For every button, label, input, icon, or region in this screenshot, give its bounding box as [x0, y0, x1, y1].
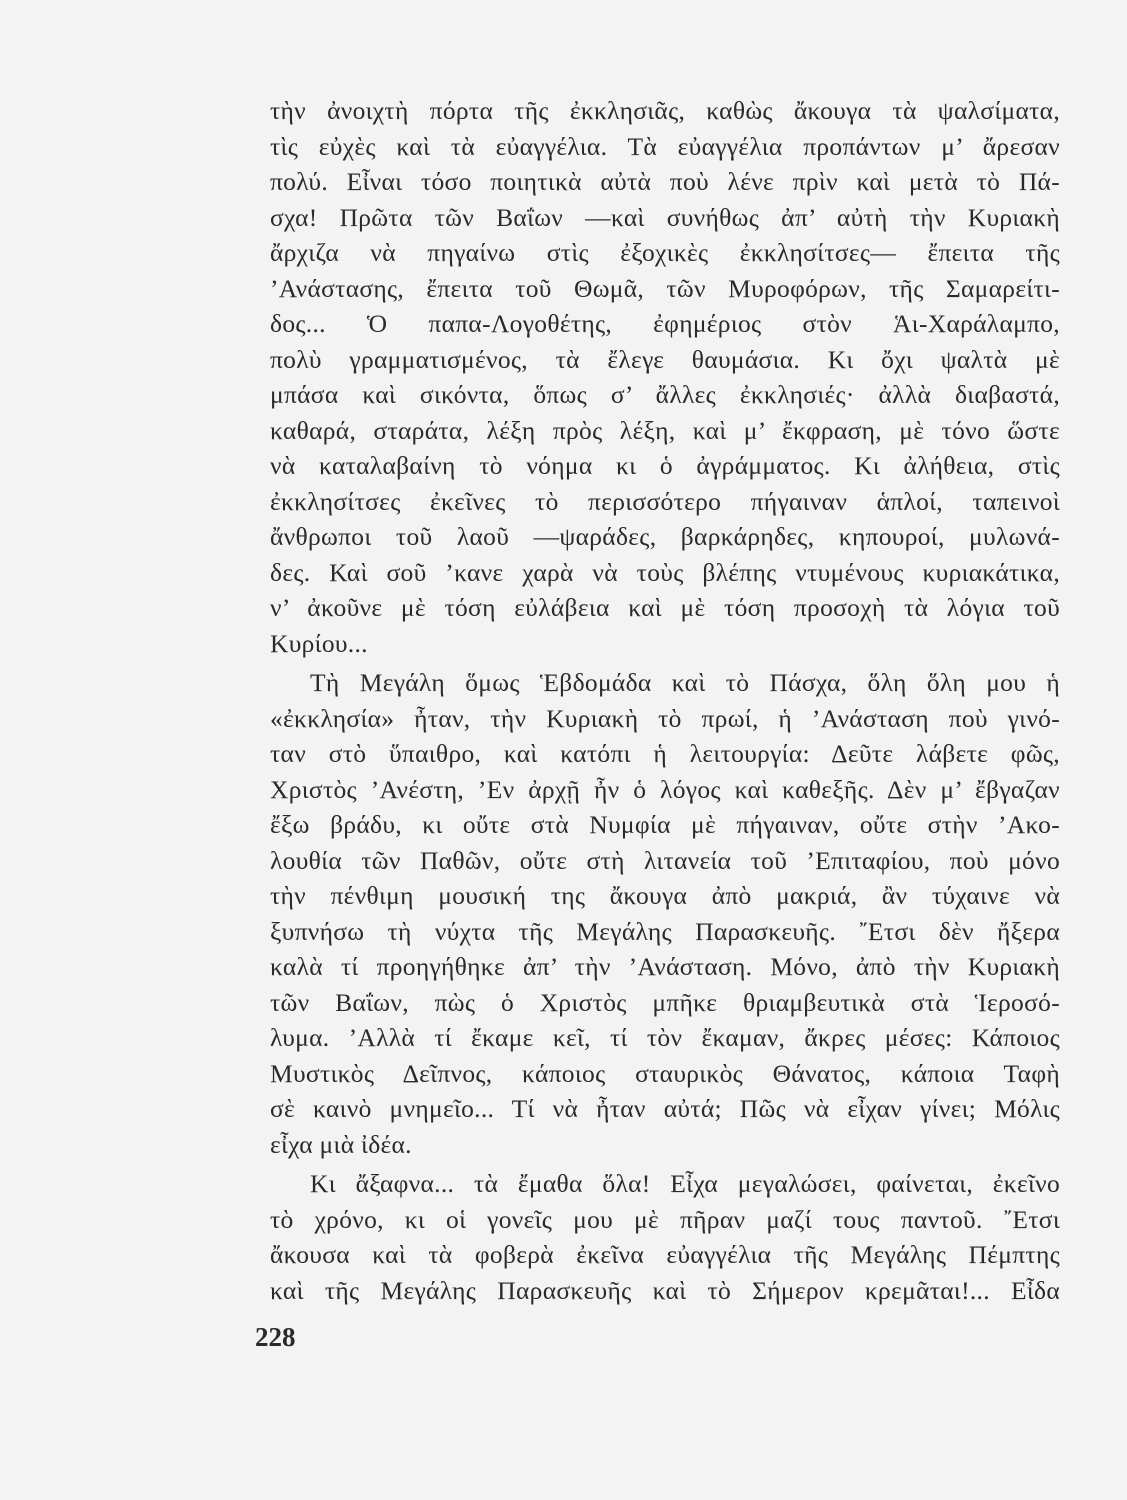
- text-line: ἄρχιζα νὰ πηγαίνω στὶς ἐξοχικὲς ἐκκλησίτσες— ἔπειτα τῆς: [270, 238, 1060, 267]
- text-line: καθαρά, σταράτα, λέξη πρὸς λέξη, καὶ μ’ ἔκφραση, μὲ τόνο ὥστε: [270, 415, 1060, 445]
- text-line: Χριστὸς ’Ανέστη, ’Εν ἀρχῇ ἦν ὁ λόγος καὶ καθεξῆς. Δὲν μ’ ἔβγαζαν: [270, 774, 1060, 804]
- text-line: ἄνθρωποι τοῦ λαοῦ —ψαράδες, βαρκάρηδες, κηπουροί, μυλωνά-: [270, 522, 1060, 551]
- text-line: εἶχα μιὰ ἰδέα.: [270, 1129, 412, 1159]
- body-text: [270, 93, 1060, 1308]
- text-line: τὸ χρόνο, κι οἱ γονεῖς μου μὲ πῆραν μαζί τους παντοῦ. ῎Ετσι: [270, 1204, 1060, 1234]
- text-line: τὶς εὐχὲς καὶ τὰ εὐαγγέλια. Τὰ εὐαγγέλια προπάντων μ’ ἄρεσαν: [270, 131, 1060, 161]
- text-line: τῶν Βαΐων, πὼς ὁ Χριστὸς μπῆκε θριαμβευτικὰ στὰ Ἱεροσό-: [270, 987, 1060, 1017]
- text-line: ἄκουσα καὶ τὰ φοβερὰ ἐκεῖνα εὐαγγέλια τῆς Μεγάλης Πέμπτης: [270, 1240, 1060, 1269]
- text-line: καὶ τῆς Μεγάλης Παρασκευῆς καὶ τὸ Σήμερον κρεμᾶται!... Εἶδα: [270, 1275, 1060, 1305]
- text-line: νὰ καταλαβαίνη τὸ νόημα κι ὁ ἀγράμματος. Κι ἀλήθεια, στὶς: [270, 451, 1060, 480]
- paragraph-3: [270, 1166, 1060, 1308]
- text-line: Κυρίου...: [270, 628, 368, 658]
- text-line: Τὴ Μεγάλη ὅμως Ἑβδομάδα καὶ τὸ Πάσχα, ὅλη ὅλη μου ἡ: [310, 668, 1060, 697]
- text-line: ἔξω βράδυ, κι οὔτε στὰ Νυμφία μὲ πήγαιναν, οὔτε στὴν ’Ακο-: [270, 810, 1060, 839]
- text-line: τὴν ἀνοιχτὴ πόρτα τῆς ἐκκλησιᾶς, καθὼς ἄκουγα τὰ ψαλσίματα,: [270, 96, 1060, 125]
- text-line: σχα! Πρῶτα τῶν Βαΐων —καὶ συνήθως ἀπ’ αὐτὴ τὴν Κυριακὴ: [270, 202, 1060, 232]
- text-line: λυμα. ’Αλλὰ τί ἔκαμε κεῖ, τί τὸν ἔκαμαν, ἄκρες μέσες: Κάποιος: [270, 1023, 1060, 1052]
- text-line: μπάσα καὶ σικόντα, ὅπως σ’ ἄλλες ἐκκλησιές· ἀλλὰ διαβαστά,: [270, 380, 1060, 409]
- text-line: δος... Ὁ παπα-Λογοθέτης, ἐφημέριος στὸν Ἁι-Χαράλαμπο,: [270, 309, 1060, 338]
- text-line: ταν στὸ ὕπαιθρο, καὶ κατόπι ἡ λειτουργία: Δεῦτε λάβετε φῶς,: [270, 739, 1060, 768]
- text-line: ’Ανάστασης, ἔπειτα τοῦ Θωμᾶ, τῶν Μυροφόρων, τῆς Σαμαρείτι-: [270, 273, 1060, 303]
- text-line: ξυπνήσω τὴ νύχτα τῆς Μεγάλης Παρασκευῆς. ῎Ετσι δὲν ἤξερα: [270, 916, 1060, 946]
- page-number: 228: [255, 1322, 296, 1352]
- text-line: Μυστικὸς Δεῖπνος, κάποιος σταυρικὸς Θάνατος, κάποια Ταφὴ: [270, 1058, 1060, 1088]
- text-line: πολὺ γραμματισμένος, τὰ ἔλεγε θαυμάσια. Κι ὄχι ψαλτὰ μὲ: [270, 344, 1060, 374]
- text-line: σὲ καινὸ μνημεῖο... Τί νὰ ἦταν αὐτά; Πῶς νὰ εἶχαν γίνει; Μόλις: [270, 1094, 1060, 1123]
- paragraph-2: [270, 665, 1060, 1162]
- text-line: «ἐκκλησία» ἦταν, τὴν Κυριακὴ τὸ πρωί, ἡ ’Ανάσταση ποὺ γινό-: [270, 703, 1060, 733]
- text-line: Κι ἄξαφνα... τὰ ἔμαθα ὅλα! Εἶχα μεγαλώσει, φαίνεται, ἐκεῖνο: [310, 1169, 1060, 1198]
- text-line: πολύ. Εἶναι τόσο ποιητικὰ αὐτὰ ποὺ λένε πρὶν καὶ μετὰ τὸ Πά-: [270, 167, 1060, 196]
- text-line: λουθία τῶν Παθῶν, οὔτε στὴ λιτανεία τοῦ ’Επιταφίου, ποὺ μόνο: [270, 845, 1060, 875]
- text-line: δες. Καὶ σοῦ ’κανε χαρὰ νὰ τοὺς βλέπης ντυμένους κυριακάτικα,: [270, 557, 1060, 587]
- text-line: καλὰ τί προηγήθηκε ἀπ’ τὴν ’Ανάσταση. Μόνο, ἀπὸ τὴν Κυριακὴ: [270, 952, 1060, 981]
- text-line: τὴν πένθιμη μουσική της ἄκουγα ἀπὸ μακριά, ἂν τύχαινε νὰ: [270, 881, 1060, 910]
- text-line: ἐκκλησίτσες ἐκεῖνες τὸ περισσότερο πήγαιναν ἁπλοί, ταπεινοὶ: [270, 486, 1060, 516]
- text-line: ν’ ἀκοῦνε μὲ τόση εὐλάβεια καὶ μὲ τόση προσοχὴ τὰ λόγια τοῦ: [270, 593, 1060, 622]
- paragraph-1: [270, 93, 1060, 661]
